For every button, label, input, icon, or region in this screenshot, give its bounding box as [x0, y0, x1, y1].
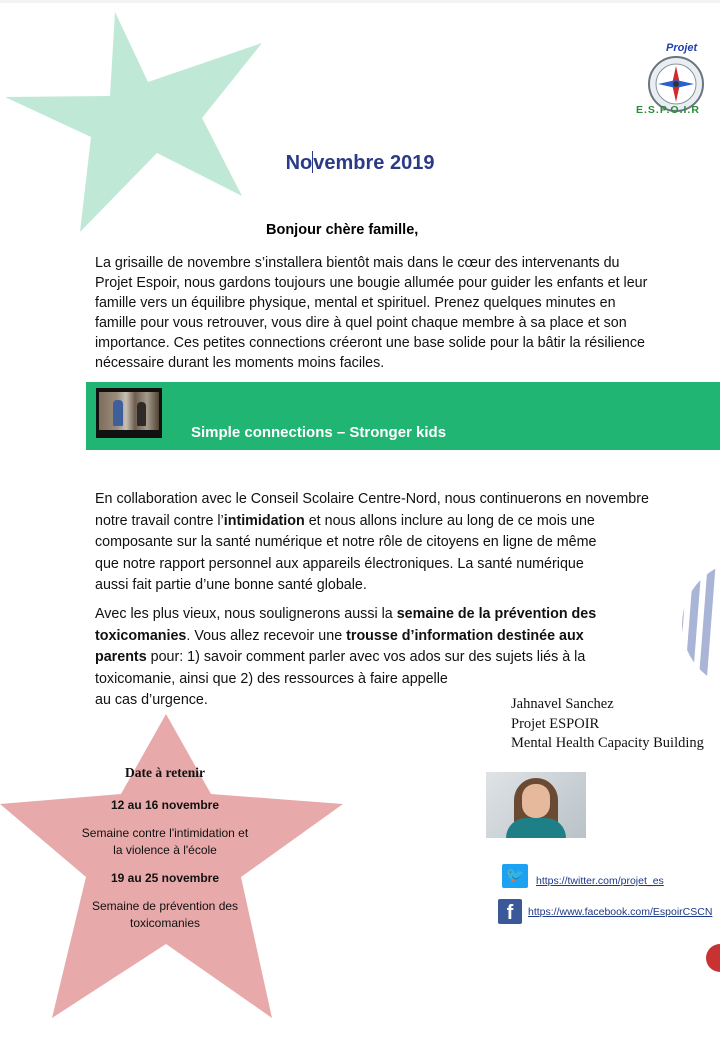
title-part-1: No: [285, 152, 313, 174]
section-intimidation: [95, 489, 649, 597]
green-star-decoration: [0, 0, 280, 240]
dates-to-remember: [45, 765, 285, 930]
text-span: Avec les plus vieux, nous soulignerons aussi la: [95, 606, 397, 622]
text-span: et nous allons inclure au long de ce mois une: [304, 512, 595, 529]
newsletter-title: [0, 151, 720, 175]
text-line: aussi fait partie d’une bonne santé globale.: [95, 577, 367, 593]
event-1-line-a: Semaine contre l'intimidation et: [81, 826, 249, 840]
video-person: [113, 400, 123, 426]
facebook-icon[interactable]: f: [498, 899, 522, 924]
section-banner: [86, 382, 720, 450]
event-2-line-b: toxicomanies: [129, 916, 201, 930]
banner-title: Simple connections – Stronger kids: [191, 424, 447, 441]
stripe-decoration: [676, 560, 720, 690]
text-line: [95, 626, 596, 648]
text-line: composante sur la santé numérique et notre rôle de citoyens en ligne de même: [95, 534, 597, 550]
video-thumbnail[interactable]: [96, 388, 162, 438]
intro-line: famille vers un équilibre physique, mental et spirituel. Prenez quelques minutes en: [95, 295, 616, 311]
date-range-2: 19 au 25 novembre: [110, 871, 220, 885]
video-person: [137, 402, 146, 426]
text-line: toxicomanie, ainsi que 2) des ressources à faire appelle: [95, 670, 448, 687]
signature-role: Mental Health Capacity Building: [511, 735, 704, 751]
text-span: pour: 1) savoir comment parler avec vos ados sur des sujets liés à la: [146, 649, 586, 665]
bold-text: semaine de la prévention des: [396, 606, 597, 622]
dates-heading: Date à retenir: [125, 765, 205, 780]
text-line: [95, 647, 596, 669]
bold-text: trousse d’information destinée aux: [346, 627, 584, 644]
photo-face: [522, 784, 550, 818]
intro-line: famille pour vous retrouver, vous dire à quel point chaque membre à sa place et son: [95, 315, 627, 331]
text-line: au cas d’urgence.: [95, 692, 208, 708]
event-1-line-b: la violence à l'école: [113, 843, 217, 857]
text-span: . Vous allez recevoir une: [186, 627, 347, 644]
title-part-2: vembre 2019: [313, 152, 435, 174]
photo-clothing: [506, 818, 566, 838]
date-range-1: 12 au 16 novembre: [110, 798, 220, 812]
bold-text: parents: [95, 649, 147, 665]
signature-org: Projet ESPOIR: [511, 715, 600, 732]
greeting: Bonjour chère famille,: [266, 222, 419, 238]
projet-espoir-logo: [632, 40, 720, 120]
text-line: [95, 511, 649, 533]
intro-line: La grisaille de novembre s’installera bientôt mais dans le cœur des intervenants du: [95, 255, 620, 271]
text-span: notre travail contre l’: [95, 512, 224, 529]
signature-name: Jahnavel Sanchez: [511, 696, 614, 712]
author-photo: [486, 772, 586, 838]
logo-top-text: Projet: [666, 42, 698, 54]
twitter-icon[interactable]: 🐦: [502, 864, 528, 888]
intro-paragraph: [95, 253, 647, 373]
facebook-link[interactable]: https://www.facebook.com/EspoirCSCN: [528, 906, 713, 918]
bold-intimidation: intimidation: [223, 512, 305, 529]
video-frame: [99, 392, 159, 430]
signature-block: [511, 695, 704, 754]
logo-bottom-text: E.S.P.O.I.R: [636, 104, 700, 116]
text-line: [95, 604, 596, 626]
event-2-line-a: Semaine de prévention des: [91, 899, 239, 913]
intro-line: Projet Espoir, nous gardons toujours une bougie allumée pour guider les enfants et leur: [95, 275, 648, 291]
text-line: En collaboration avec le Conseil Scolaire Centre-Nord, nous continuerons en novembre: [95, 491, 649, 507]
red-circle-decoration: [706, 944, 720, 972]
text-line: que notre rapport personnel aux appareils électroniques. La santé numérique: [95, 555, 584, 572]
intro-line: nécessaire durant les moments moins faciles.: [95, 355, 385, 371]
twitter-link[interactable]: https://twitter.com/projet_es: [536, 875, 664, 887]
bold-text: toxicomanies: [95, 627, 187, 644]
intro-line: importance. Ces petites connections créeront une base solide pour la bâtir la résilience: [95, 335, 645, 351]
